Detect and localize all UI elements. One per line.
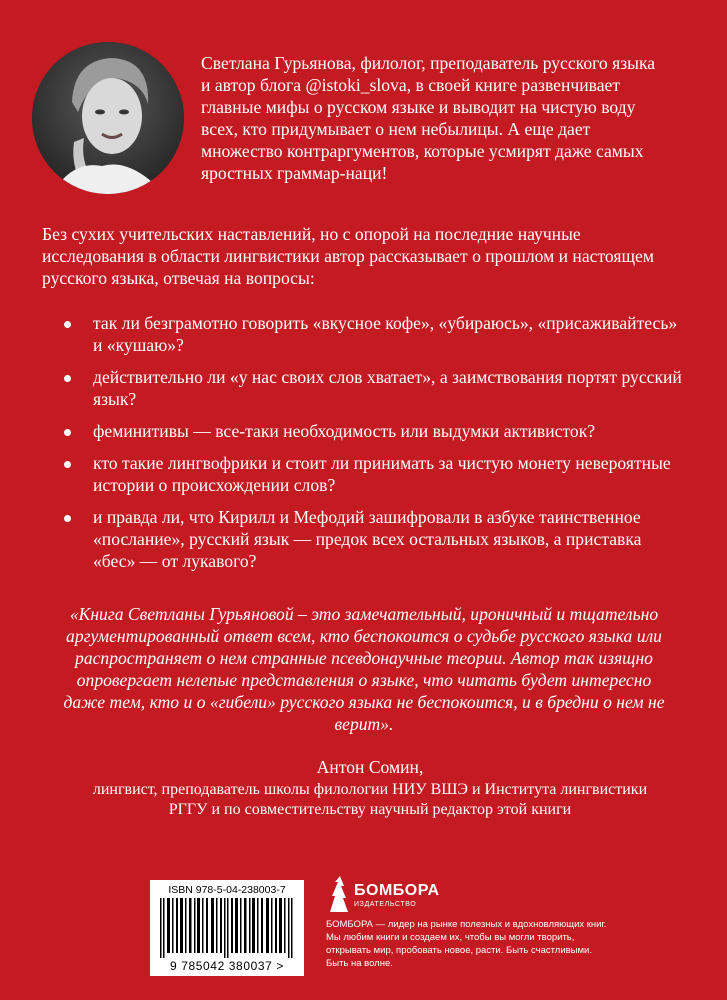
list-item	[42, 506, 682, 572]
list-item	[42, 366, 682, 410]
author-photo	[32, 42, 184, 194]
bullet-dot-icon	[64, 461, 71, 468]
blog-handle: @istoki_slova	[305, 75, 407, 95]
list-item	[42, 452, 682, 496]
author-intro-part-2: , в своей книге развенчивает главные мифы о русском языке и выводит на чистую воду всех, кто придумывает о нем небылицы. А еще дает множество контраргументов, которые усмирят даже самых яростных граммар-наци!	[201, 75, 644, 183]
author-intro	[201, 52, 661, 184]
question-text: кто такие лингвофрики и стоит ли принимать за чистую монету невероятные истории о происхождении слов?	[93, 453, 671, 495]
barcode-bars-icon	[158, 898, 296, 958]
author-intro-part-1: филолог, преподаватель русского языка и автор блога	[201, 53, 656, 95]
question-list	[42, 312, 682, 582]
lead-paragraph: Без сухих учительских наставлений, но с опорой на последние научные исследования в области лингвистики автор рассказывает о прошлом и настоящем русского языка, отвечая на вопросы:	[42, 224, 654, 288]
review-quote: «Книга Светланы Гурьяновой – это замечательный, ироничный и тщательно аргументированный ответ всем, кто беспокоится о судьбе русского языка или распространяет о нем странные псевдонаучные теории. Автор так изящно опровергает нелепые представления о языке, что читать будет интересно даже тем, кто и о «гибели» русского языка не беспокоится, и в бредни о нем не верит».	[63, 604, 665, 734]
barcode-digits: 9 785042 380037 >	[170, 959, 284, 973]
bullet-dot-icon	[64, 515, 71, 522]
bullet-dot-icon	[64, 429, 71, 436]
isbn-label: ISBN 978-5-04-238003-7	[168, 884, 286, 896]
question-text: и правда ли, что Кирилл и Мефодий зашифровали в азбуке таинственное «послание», русский язык — предок всех остальных языков, а приставка «бес» — от лукавого?	[93, 507, 642, 571]
list-item	[42, 312, 682, 356]
publisher-blurb: БОМБОРА — лидер на рынке полезных и вдохновляющих книг. Мы любим книги и создаем их, чтобы вы могли творить, открывать мир, пробовать новое, расти. Быть счастливыми. Быть на волне.	[326, 919, 607, 969]
author-name: Светлана Гурьянова,	[201, 53, 356, 73]
reviewer-name: Антон Сомин,	[316, 757, 424, 777]
reviewer-credentials: лингвист, преподаватель школы филологии НИУ ВШЭ и Института лингвистики РГГУ и по совместительству научный редактор этой книги	[92, 781, 648, 818]
bombora-logo-icon	[326, 876, 350, 912]
quote-attribution	[90, 757, 650, 820]
author-intro-text	[201, 52, 661, 184]
publisher-name: БОМБОРА	[354, 882, 440, 899]
question-text: так ли безграмотно говорить «вкусное кофе», «убираюсь», «присаживайтесь» и «кушаю»?	[93, 313, 678, 355]
publisher-subtitle: ИЗДАТЕЛЬСТВО	[354, 901, 417, 908]
isbn-barcode	[150, 880, 304, 976]
list-item	[42, 420, 682, 442]
bullet-dot-icon	[64, 321, 71, 328]
question-text: феминитивы — все-таки необходимость или выдумки активисток?	[93, 421, 596, 441]
question-text: действительно ли «у нас своих слов хватает», а заимствования портят русский язык?	[93, 367, 682, 409]
bullet-dot-icon	[64, 375, 71, 382]
author-portrait-image	[32, 42, 184, 194]
